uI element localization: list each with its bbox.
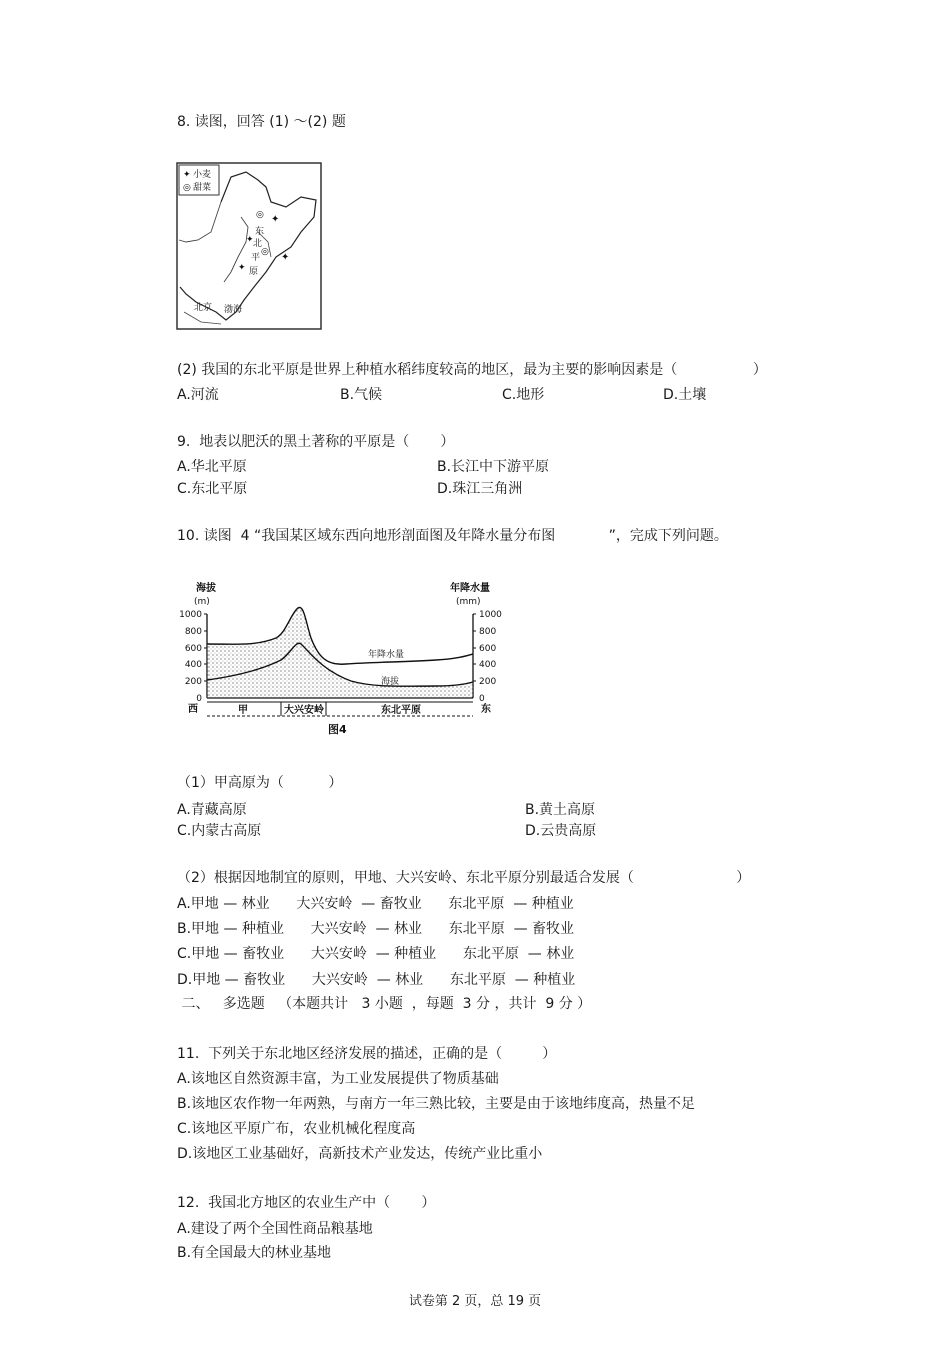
q10-stem: 10. 读图 4 “我国某区域东西向地形剖面图及年降水量分布图 ”，完成下列问题。: [177, 528, 728, 544]
q12-option-a: A.建设了两个全国性商品粮基地: [177, 1221, 373, 1237]
q8-sub2: (2) 我国的东北平原是世界上种植水稻纬度较高的地区，最为主要的影响因素是（ ）: [177, 362, 767, 378]
svg-text:◎: ◎: [261, 247, 269, 257]
northeast-map-figure: [176, 162, 322, 330]
q10-sub2-option-c: C.甲地 — 畜牧业 大兴安岭 — 种植业 东北平原 — 林业: [177, 946, 575, 962]
section-2-heading: 二、 多选题 （本题共计 3 小题 ，每题 3 分 ，共计 9 分 ）: [177, 996, 592, 1012]
terrain-profile-figure: [176, 578, 506, 738]
svg-text:✦: ✦: [271, 214, 280, 225]
legend-wheat: 小麦: [193, 170, 212, 180]
svg-text:✦: ✦: [183, 170, 191, 180]
map-label-bei: 北: [253, 239, 263, 249]
q8-option-c: C.地形: [502, 387, 545, 403]
right-tick-0: 0: [479, 694, 485, 704]
q11-option-b: B.该地区农作物一年两熟，与南方一年三熟比较，主要是由于该地纬度高，热量不足: [177, 1096, 696, 1112]
left-tick-400: 400: [184, 660, 202, 670]
right-axis-unit: (mm): [456, 597, 481, 607]
svg-text:◎: ◎: [183, 183, 191, 193]
q8-option-d: D.土壤: [663, 387, 707, 403]
q8-option-b: B.气候: [340, 387, 383, 403]
q10-sub2: （2）根据因地制宜的原则，甲地、大兴安岭、东北平原分别最适合发展（ ）: [177, 870, 751, 886]
region-jia: 甲: [238, 705, 248, 716]
q11-option-d: D.该地区工业基础好，高新技术产业发达，传统产业比重小: [177, 1146, 543, 1162]
east-label: 东: [481, 704, 491, 715]
left-axis-title: 海拔: [196, 583, 216, 594]
left-tick-600: 600: [184, 644, 202, 654]
q12-option-b: B.有全国最大的林业基地: [177, 1245, 332, 1261]
region-daxinganling: 大兴安岭: [284, 705, 324, 716]
q10-sub1-option-c: C.内蒙古高原: [177, 823, 262, 839]
left-tick-800: 800: [184, 627, 202, 637]
right-tick-1000: 1000: [479, 610, 502, 620]
q10-sub1-option-b: B.黄土高原: [525, 802, 596, 818]
region-dongbei-pingyuan: 东北平原: [381, 705, 421, 716]
precip-curve-label: 年降水量: [368, 650, 405, 660]
svg-text:✦: ✦: [281, 252, 290, 263]
right-tick-200: 200: [479, 677, 497, 687]
right-tick-600: 600: [479, 644, 497, 654]
q10-sub1-option-d: D.云贵高原: [525, 823, 597, 839]
q10-sub2-option-b: B.甲地 — 种植业 大兴安岭 — 林业 东北平原 — 畜牧业: [177, 921, 575, 937]
map-label-ping: 平: [251, 253, 261, 263]
q12-stem: 12. 我国北方地区的农业生产中（ ）: [177, 1195, 436, 1211]
right-axis-title: 年降水量: [450, 583, 490, 594]
q11-stem: 11. 下列关于东北地区经济发展的描述，正确的是（ ）: [177, 1046, 557, 1062]
legend-beet: 甜菜: [193, 183, 212, 193]
q11-option-a: A.该地区自然资源丰富，为工业发展提供了物质基础: [177, 1071, 499, 1087]
svg-text:✦: ✦: [238, 263, 246, 273]
map-label-bohai: 渤海: [224, 305, 243, 315]
svg-text:◎: ◎: [256, 210, 264, 220]
q9-option-d: D.珠江三角洲: [437, 481, 523, 497]
q11-option-c: C.该地区平原广布，农业机械化程度高: [177, 1121, 416, 1137]
left-axis-unit: (m): [194, 597, 210, 607]
q10-sub1: （1）甲高原为（ ）: [177, 775, 343, 791]
left-tick-0: 0: [196, 694, 202, 704]
svg-text:✦: ✦: [246, 235, 254, 245]
q9-stem: 9. 地表以肥沃的黑土著称的平原是（ ）: [177, 434, 455, 450]
left-tick-200: 200: [184, 677, 202, 687]
q9-option-a: A.华北平原: [177, 459, 247, 475]
left-tick-1000: 1000: [179, 610, 202, 620]
right-tick-400: 400: [479, 660, 497, 670]
q8-stem: 8. 读图，回答 (1) ～(2) 题: [177, 114, 346, 130]
q10-sub1-option-a: A.青藏高原: [177, 802, 247, 818]
map-label-beijing: 北京: [194, 303, 213, 313]
altitude-curve-label: 海拔: [381, 677, 400, 687]
page-footer: 试卷第 2 页，总 19 页: [408, 1294, 542, 1309]
map-label-dong: 东: [255, 227, 265, 237]
q8-option-a: A.河流: [177, 387, 219, 403]
q9-option-b: B.长江中下游平原: [437, 459, 550, 475]
right-tick-800: 800: [479, 627, 497, 637]
figure-caption: 图4: [328, 723, 347, 736]
q10-sub2-option-d: D.甲地 — 畜牧业 大兴安岭 — 林业 东北平原 — 种植业: [177, 972, 576, 988]
west-label: 西: [188, 704, 198, 715]
q10-sub2-option-a: A.甲地 — 林业 大兴安岭 — 畜牧业 东北平原 — 种植业: [177, 896, 574, 912]
q9-option-c: C.东北平原: [177, 481, 248, 497]
map-label-yuan: 原: [249, 267, 259, 277]
